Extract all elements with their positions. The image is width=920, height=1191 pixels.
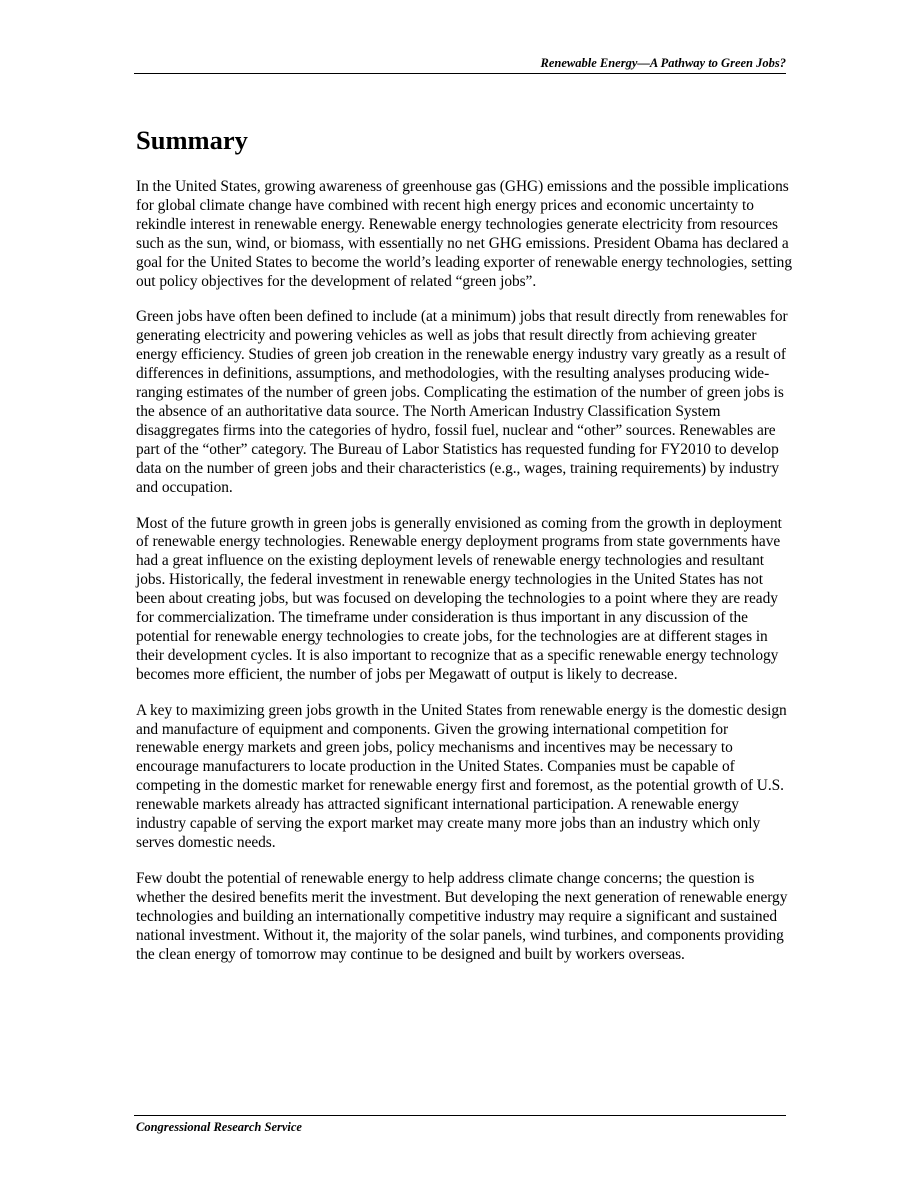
running-header-title: Renewable Energy—A Pathway to Green Jobs? xyxy=(540,56,786,70)
summary-paragraph-2: Green jobs have often been defined to include (at a minimum) jobs that result directly from renewables for generating electricity and powering vehicles as well as jobs that result directly from achieving greater energy efficiency. Studies of green job creation in the renewable energy industry vary greatly as a result of differences in definitions, assumptions, and methodologies, with the resulting analyses producing wide-ranging estimates of the number of green jobs. Complicating the estimation of the number of green jobs is the absence of an authoritative data source. The North American Industry Classification System disaggregates firms into the categories of hydro, fossil fuel, nuclear and “other” sources. Renewables are part of the “other” category. The Bureau of Labor Statistics has requested funding for FY2010 to develop data on the number of green jobs and their characteristics (e.g., wages, training requirements) by industry and occupation. xyxy=(136,308,788,496)
summary-paragraph-5: Few doubt the potential of renewable energy to help address climate change concerns; the question is whether the desired benefits merit the investment. But developing the next generation of renewable energy technologies and building an internationally competitive industry may require a significant and sustained national investment. Without it, the majority of the solar panels, wind turbines, and components providing the clean energy of tomorrow may continue to be designed and built by workers overseas. xyxy=(136,869,788,963)
page-title: Summary xyxy=(136,125,248,155)
running-footer-organization: Congressional Research Service xyxy=(136,1120,302,1134)
summary-body xyxy=(136,178,792,981)
summary-paragraph-1: In the United States, growing awareness of greenhouse gas (GHG) emissions and the possible implications for global climate change have combined with recent high energy prices and economic uncertainty to rekindle interest in renewable energy. Renewable energy technologies generate electricity from resources such as the sun, wind, or biomass, with essentially no net GHG emissions. President Obama has declared a goal for the United States to become the world’s leading exporter of renewable energy technologies, setting out policy objectives for the development of related “green jobs”. xyxy=(136,178,792,290)
header-rule xyxy=(134,73,786,74)
summary-paragraph-4: A key to maximizing green jobs growth in the United States from renewable energy is the domestic design and manufacture of equipment and components. Given the growing international competition for renewable energy markets and green jobs, policy mechanisms and incentives may be necessary to encourage manufacturers to locate production in the United States. Companies must be capable of competing in the domestic market for renewable energy first and foremost, as the potential growth of U.S. renewable markets already has attracted significant international participation. A renewable energy industry capable of serving the export market may create many more jobs than an industry which only serves domestic needs. xyxy=(136,701,787,851)
footer-rule xyxy=(134,1115,786,1116)
summary-paragraph-3: Most of the future growth in green jobs is generally envisioned as coming from the growth in deployment of renewable energy technologies. Renewable energy deployment programs from state governments have had a great influence on the existing deployment levels of renewable energy technologies and resultant jobs. Historically, the federal investment in renewable energy technologies in the United States has not been about creating jobs, but was focused on developing the technologies to a point where they are ready for commercialization. The timeframe under consideration is thus important in any discussion of the potential for renewable energy technologies to create jobs, for the technologies are at different stages in their development cycles. It is also important to recognize that as a specific renewable energy technology becomes more efficient, the number of jobs per Megawatt of output is likely to decrease. xyxy=(136,514,782,683)
